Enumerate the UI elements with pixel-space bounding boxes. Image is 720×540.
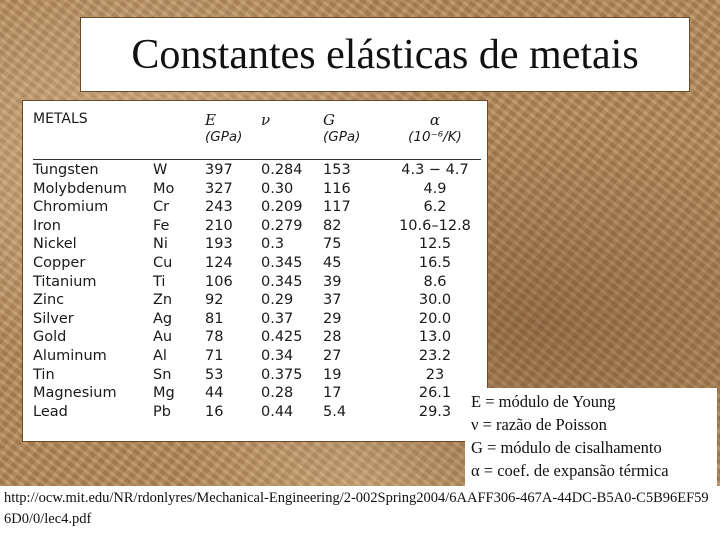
poisson-ratio-cell: 0.284 — [261, 162, 303, 178]
thermal-expansion-cell: 23 — [425, 366, 445, 383]
shear-modulus-cell: 45 — [323, 254, 342, 271]
legend-thermal: α = coef. de expansão térmica — [471, 461, 669, 480]
metal-name-cell: Lead — [33, 403, 68, 420]
metal-symbol-cell: Al — [153, 347, 167, 364]
young-modulus-cell: 44 — [205, 385, 224, 402]
young-modulus-cell: 106 — [205, 273, 233, 290]
shear-modulus-cell: 5.4 — [323, 403, 347, 420]
table-row — [33, 161, 481, 180]
thermal-expansion-cell: 6.2 — [423, 199, 447, 216]
young-modulus-cell: 210 — [205, 217, 233, 234]
table-row — [33, 235, 481, 254]
table-row — [33, 273, 481, 292]
shear-modulus-cell: 27 — [323, 347, 342, 364]
young-modulus-cell: 193 — [205, 236, 233, 253]
metal-symbol-cell: Ti — [153, 273, 166, 290]
header-thermal-expansion: α (10⁻⁶/K) — [408, 111, 462, 145]
header-metals: METALS — [33, 111, 88, 127]
thermal-expansion-cell: 20.0 — [418, 310, 452, 327]
young-modulus-cell: 124 — [205, 254, 233, 271]
shear-modulus-cell: 75 — [323, 236, 342, 253]
metal-name-cell: Tungsten — [33, 162, 99, 178]
legend-young: E = módulo de Young — [471, 392, 616, 411]
metal-name-cell: Magnesium — [33, 385, 117, 402]
source-url: http://ocw.mit.edu/NR/rdonlyres/Mechanical-Engineering/2-002Spring2004/6AAFF306-467A-44DC-B5A0-C5B96EF596D0/0/lec4.pdf — [0, 486, 720, 540]
table-row — [33, 198, 481, 217]
table-body — [33, 157, 481, 421]
young-modulus-cell: 81 — [205, 310, 224, 327]
table-row — [33, 310, 481, 329]
poisson-ratio-cell: 0.28 — [261, 385, 294, 402]
thermal-expansion-cell: 12.5 — [418, 236, 452, 253]
metal-symbol-cell: Cu — [153, 254, 173, 271]
table-panel — [22, 100, 488, 442]
header-shear-modulus: G (GPa) — [323, 111, 361, 145]
metal-symbol-cell: Zn — [153, 292, 173, 309]
shear-modulus-cell: 37 — [323, 292, 342, 309]
poisson-ratio-cell: 0.44 — [261, 403, 294, 420]
legend-poisson: ν = razão de Poisson — [471, 415, 607, 434]
metal-name-cell: Nickel — [33, 236, 77, 253]
metal-name-cell: Iron — [33, 217, 61, 234]
shear-modulus-cell: 153 — [323, 162, 351, 178]
table-row — [33, 366, 481, 385]
young-modulus-cell: 92 — [205, 292, 224, 309]
elastic-constants-table — [33, 111, 481, 421]
metal-name-cell: Titanium — [33, 273, 97, 290]
thermal-expansion-cell: 29.3 — [418, 403, 452, 420]
young-modulus-cell: 78 — [205, 329, 224, 346]
thermal-expansion-cell: 26.1 — [418, 385, 452, 402]
metal-symbol-cell: Fe — [153, 217, 170, 234]
legend-panel — [465, 388, 717, 486]
metal-symbol-cell: W — [153, 162, 168, 178]
poisson-ratio-cell: 0.30 — [261, 180, 294, 197]
poisson-ratio-cell: 0.345 — [261, 254, 303, 271]
poisson-ratio-cell: 0.3 — [261, 236, 285, 253]
table-row — [33, 254, 481, 273]
shear-modulus-cell: 117 — [323, 199, 351, 216]
poisson-ratio-cell: 0.34 — [261, 347, 294, 364]
poisson-ratio-cell: 0.345 — [261, 273, 303, 290]
header-young-modulus: E (GPa) — [205, 111, 243, 145]
poisson-ratio-cell: 0.279 — [261, 217, 303, 234]
shear-modulus-cell: 29 — [323, 310, 342, 327]
shear-modulus-cell: 17 — [323, 385, 342, 402]
thermal-expansion-cell: 23.2 — [418, 347, 452, 364]
thermal-expansion-cell: 10.6–12.8 — [399, 217, 471, 234]
metal-name-cell: Aluminum — [33, 347, 107, 364]
header-symbol — [153, 111, 205, 157]
metal-name-cell: Chromium — [33, 199, 109, 216]
shear-modulus-cell: 39 — [323, 273, 342, 290]
shear-modulus-cell: 116 — [323, 180, 351, 197]
table-row — [33, 291, 481, 310]
metal-symbol-cell: Mo — [153, 180, 175, 197]
shear-modulus-cell: 28 — [323, 329, 342, 346]
young-modulus-cell: 16 — [205, 403, 224, 420]
young-modulus-cell: 327 — [205, 180, 233, 197]
shear-modulus-cell: 82 — [323, 217, 342, 234]
young-modulus-cell: 243 — [205, 199, 233, 216]
young-modulus-cell: 71 — [205, 347, 224, 364]
metal-name-cell: Tin — [33, 366, 55, 383]
table-header-row — [33, 111, 481, 157]
table-row — [33, 347, 481, 366]
metal-symbol-cell: Ni — [153, 236, 168, 253]
shear-modulus-cell: 19 — [323, 366, 342, 383]
poisson-ratio-cell: 0.29 — [261, 292, 294, 309]
thermal-expansion-cell: 30.0 — [418, 292, 452, 309]
metal-name-cell: Zinc — [33, 292, 65, 309]
header-poisson-ratio: ν — [261, 111, 271, 129]
poisson-ratio-cell: 0.375 — [261, 366, 303, 383]
metal-name-cell: Copper — [33, 254, 86, 271]
table-row — [33, 403, 481, 422]
poisson-ratio-cell: 0.425 — [261, 329, 303, 346]
slide-title: Constantes elásticas de metais — [131, 31, 639, 78]
thermal-expansion-cell: 16.5 — [418, 254, 452, 271]
metal-name-cell: Gold — [33, 329, 67, 346]
table-row — [33, 180, 481, 199]
metal-symbol-cell: Au — [153, 329, 173, 346]
thermal-expansion-cell: 4.9 — [423, 180, 447, 197]
table-row — [33, 217, 481, 236]
thermal-expansion-cell: 8.6 — [423, 273, 447, 290]
table-row — [33, 328, 481, 347]
metal-symbol-cell: Ag — [153, 310, 173, 327]
metal-symbol-cell: Mg — [153, 385, 175, 402]
legend-shear: G = módulo de cisalhamento — [471, 438, 662, 457]
young-modulus-cell: 53 — [205, 366, 224, 383]
thermal-expansion-cell: 4.3 − 4.7 — [401, 162, 469, 178]
thermal-expansion-cell: 13.0 — [418, 329, 452, 346]
table-row — [33, 384, 481, 403]
poisson-ratio-cell: 0.37 — [261, 310, 294, 327]
metal-name-cell: Molybdenum — [33, 180, 127, 197]
metal-symbol-cell: Sn — [153, 366, 172, 383]
metal-symbol-cell: Cr — [153, 199, 170, 216]
young-modulus-cell: 397 — [205, 162, 233, 178]
metal-symbol-cell: Pb — [153, 403, 171, 420]
title-box — [80, 17, 690, 92]
metal-name-cell: Silver — [33, 310, 74, 327]
poisson-ratio-cell: 0.209 — [261, 199, 303, 216]
